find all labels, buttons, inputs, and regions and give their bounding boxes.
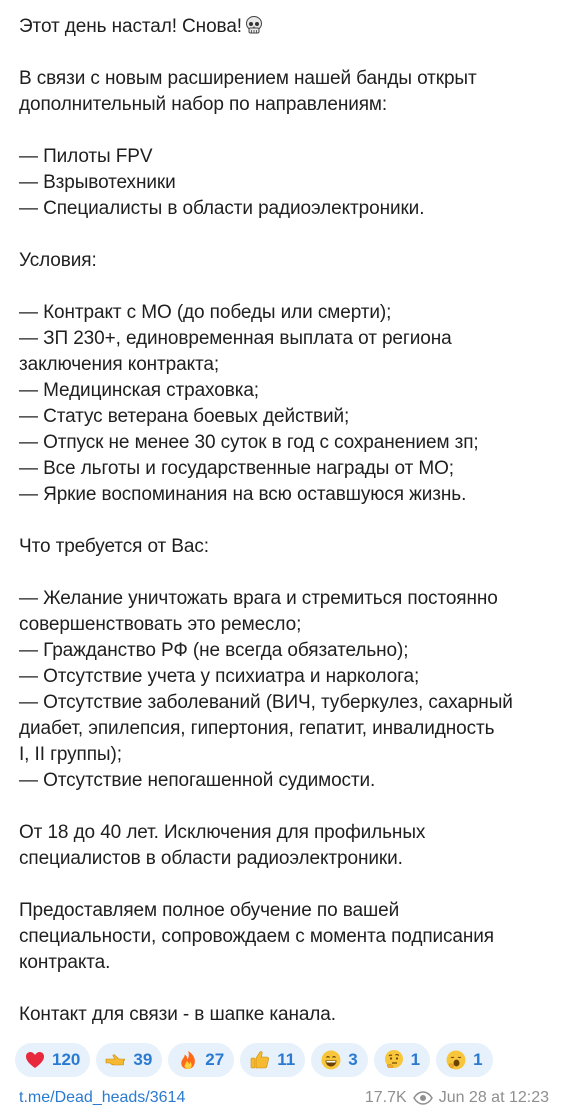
reaction-thumbs-up[interactable] — [240, 1043, 305, 1077]
message-line: совершенствовать это ремесло; — [19, 614, 302, 635]
blank-line — [19, 118, 549, 144]
eye-icon — [413, 1091, 433, 1105]
skull-icon — [244, 15, 264, 35]
message-line: — Контракт с МО (до победы или смерти); — [19, 302, 392, 323]
message-line: — Желание уничтожать врага и стремиться постоянно — [19, 588, 498, 609]
message-line: — Статус ветерана боевых действий; — [19, 406, 350, 427]
message-line: — Гражданство РФ (не всегда обязательно); — [19, 640, 409, 661]
post-link[interactable]: t.me/Dead_heads/3614 — [19, 1089, 186, 1106]
message-line: — Отпуск не менее 30 суток в год с сохранением зп; — [19, 432, 479, 453]
reaction-count: 39 — [133, 1050, 153, 1069]
message-text — [19, 14, 549, 1028]
message-line: — Взрывотехники — [19, 172, 176, 193]
message-line: I, II группы); — [19, 744, 122, 765]
pointing-hand-icon — [105, 1049, 127, 1071]
reaction-heart[interactable] — [15, 1043, 90, 1077]
fire-icon — [177, 1049, 199, 1071]
message-line: — Отсутствие учета у психиатра и нарколога; — [19, 666, 420, 687]
reaction-count: 27 — [205, 1050, 225, 1069]
reaction-count: 120 — [52, 1050, 81, 1069]
reactions-bar — [15, 1043, 493, 1077]
reaction-grinning-face[interactable] — [311, 1043, 367, 1077]
message-line: — Яркие воспоминания на всю оставшуюся жизнь. — [19, 484, 467, 505]
message-line: — Специалисты в области радиоэлектроники. — [19, 198, 425, 219]
blank-line — [19, 40, 549, 66]
message-line: — Все льготы и государственные награды от МО; — [19, 458, 454, 479]
reaction-count: 11 — [277, 1050, 296, 1069]
message-line: — Медицинская страховка; — [19, 380, 259, 401]
message-line: — Отсутствие непогашенной судимости. — [19, 770, 376, 791]
message-line: — Отсутствие заболеваний (ВИЧ, туберкулез, сахарный — [19, 692, 513, 713]
yawning-face-icon — [445, 1049, 467, 1071]
blank-line — [19, 274, 549, 300]
message-line: В связи с новым расширением нашей банды открыт — [19, 68, 477, 89]
grinning-face-icon — [320, 1049, 342, 1071]
reaction-count: 1 — [410, 1050, 421, 1069]
reaction-count: 1 — [473, 1050, 483, 1069]
thinking-face-icon — [383, 1049, 405, 1071]
reaction-yawning-face[interactable] — [436, 1043, 492, 1077]
message-line: Контакт для связи - в шапке канала. — [19, 1004, 336, 1025]
message-line: Что требуется от Вас: — [19, 536, 209, 557]
blank-line — [19, 560, 549, 586]
blank-line — [19, 508, 549, 534]
message-line: Предоставляем полное обучение по вашей — [19, 900, 400, 921]
reaction-fire[interactable] — [168, 1043, 234, 1077]
views-count: 17.7K — [364, 1089, 407, 1106]
message-line: дополнительный набор по направлениям: — [19, 94, 388, 115]
blank-line — [19, 976, 549, 1002]
message-line: Условия: — [19, 250, 97, 271]
message-line: заключения контракта; — [19, 354, 220, 375]
message-line: — Пилоты FPV — [19, 146, 153, 167]
thumbs-up-icon — [249, 1049, 271, 1071]
red-heart-icon — [24, 1049, 46, 1071]
message-line: диабет, эпилепсия, гипертония, гепатит, инвалидность — [19, 718, 495, 739]
blank-line — [19, 222, 549, 248]
timestamp: Jun 28 at 12:23 — [438, 1089, 549, 1106]
message-line: специалистов в области радиоэлектроники. — [19, 848, 403, 869]
message-line: — ЗП 230+, единовременная выплата от региона — [19, 328, 452, 349]
message-line: специальности, сопровождаем с момента подписания — [19, 926, 494, 947]
message-line: Этот день настал! Снова! — [19, 14, 549, 40]
reaction-count: 3 — [348, 1050, 358, 1069]
post-meta — [365, 1087, 549, 1109]
blank-line — [19, 872, 549, 898]
message-line: От 18 до 40 лет. Исключения для профильных — [19, 822, 426, 843]
reaction-thinking-face[interactable] — [374, 1043, 430, 1077]
blank-line — [19, 794, 549, 820]
message-footer — [19, 1087, 549, 1109]
reaction-pointing-hand[interactable] — [96, 1043, 162, 1077]
message-line: контракта. — [19, 952, 111, 973]
